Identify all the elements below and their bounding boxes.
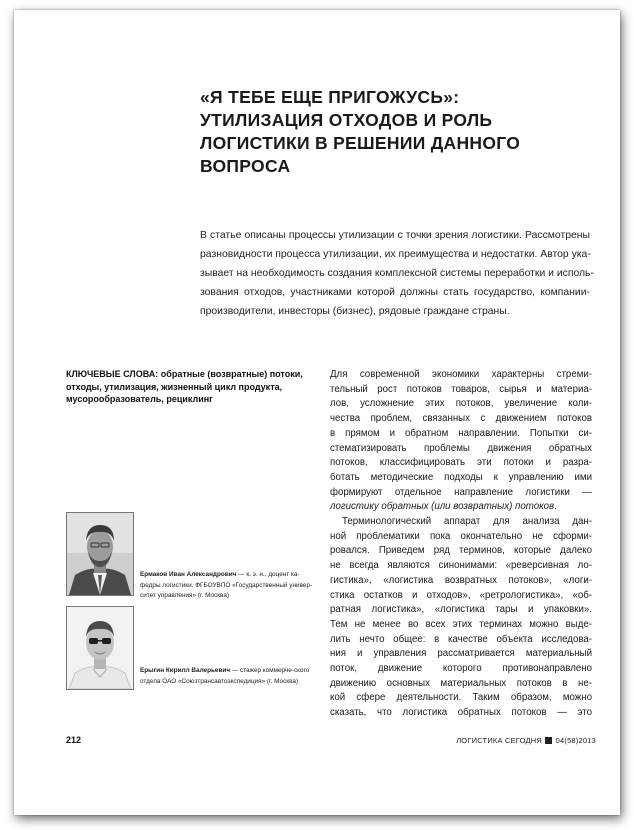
square-separator-icon bbox=[545, 737, 552, 744]
journal-footer bbox=[456, 736, 596, 745]
body-line: не всегда являются синонимами: «реверсивная ло- bbox=[330, 560, 592, 572]
body-line: ботать методические подходы к управлению ими bbox=[330, 471, 592, 483]
body-line: сказать, что логистика обратных потоков — это bbox=[330, 707, 592, 719]
abstract-line: разновидности процесса утилизации, их преимущества и недостатки. Автор ука- bbox=[200, 249, 591, 260]
author-name: Ермаков Иван Александрович bbox=[140, 571, 237, 578]
body-line-italic bbox=[330, 500, 592, 515]
body-line: формируют отдельное направление логистики — bbox=[330, 486, 592, 498]
author-name: Ерыгин Кирилл Валерьевич bbox=[140, 667, 231, 674]
body-line: ной проблематики пока окончательно не сформи- bbox=[330, 530, 592, 542]
author-photo-ermakov bbox=[66, 512, 134, 596]
keywords-label: КЛЮЧЕВЫЕ СЛОВА: bbox=[66, 369, 159, 379]
body-line: Терминологический аппарат для анализа дан- bbox=[342, 516, 592, 528]
body-line: ния и управления рассматривается материальный bbox=[330, 648, 592, 660]
body-line: гистика», «логистика возвратных потоков», «логи- bbox=[330, 574, 592, 586]
keywords-block bbox=[66, 368, 316, 406]
body-line: ровался. Приведем ряд терминов, которые далеко bbox=[330, 545, 592, 557]
article-title: «Я ТЕБЕ ЕЩЕ ПРИГОЖУСЬ»: УТИЛИЗАЦИЯ ОТХОДОВ И РОЛЬ ЛОГИСТИКИ В РЕШЕНИИ ДАННОГО ВОПРОСА bbox=[200, 87, 521, 176]
body-line: в прямом и обратном направлении. Попытки си- bbox=[330, 427, 592, 439]
body-line: ратная логистика», «логистика тары и упаковки». bbox=[330, 604, 592, 616]
body-line: Для современной экономики характерны стреми- bbox=[330, 369, 592, 380]
author-info-ermakov bbox=[140, 570, 316, 602]
body-line: лить нечто общее: в качестве объекта исследова- bbox=[330, 633, 592, 645]
abstract-line: зования отходов, участниками которой должны стать государство, компании- bbox=[200, 287, 590, 298]
article-abstract bbox=[200, 226, 594, 321]
body-line: стика остатков и отходов», «ретрологистика», «об- bbox=[330, 589, 592, 601]
abstract-line: В статье описаны процессы утилизации с точки зрения логистики. Рассмотрены bbox=[200, 230, 590, 241]
body-line: тельный рост потоков товаров, сырья и материа- bbox=[330, 383, 592, 395]
body-line: Тем не менее во всех этих терминах можно выде- bbox=[330, 618, 592, 630]
abstract-line: зывает на необходимость создания комплексной системы переработки и исполь- bbox=[200, 268, 594, 279]
author-info-erygin bbox=[140, 666, 316, 687]
body-line: чества проблем, связанных с движением потоков bbox=[330, 413, 592, 425]
author-details: — стажер коммерче-ского отдела ОАО «Союзтрансавтоэкспедиция» (г. Москва) bbox=[140, 667, 310, 685]
body-line: движению основных материальных потоков в не- bbox=[330, 677, 592, 689]
body-italic-end: . bbox=[554, 501, 557, 513]
keywords-text: обратные (возвратные) потоки, отходы, утилизация, жизненный цикл продукта, мусорообразователь, рециклинг bbox=[66, 369, 303, 404]
article-body bbox=[330, 368, 592, 721]
body-line: поток, движение которого противонаправлено bbox=[330, 663, 592, 675]
body-italic-term: логистику обратных (или возвратных) потоков bbox=[330, 501, 555, 513]
body-line: лов, усложнение этих потоков, увеличение коли- bbox=[330, 398, 592, 410]
journal-name: ЛОГИСТИКА СЕГОДНЯ bbox=[456, 736, 543, 745]
author-portrait-man-sunglasses-icon bbox=[67, 607, 133, 689]
author-portrait-bearded-man-icon bbox=[67, 513, 133, 595]
journal-issue: 04(58)2013 bbox=[555, 736, 596, 745]
author-details: — к. э. н., доцент ка-федры логистики, ФГБОУВПО «Государственный универ-ситет управления» (г. Москва) bbox=[140, 571, 313, 599]
body-line: потоков, классифицировать эти потоки и разра- bbox=[330, 457, 592, 469]
page-number: 212 bbox=[66, 735, 82, 745]
abstract-line: производители, инвесторы (бизнес), рядовые граждане страны. bbox=[200, 306, 510, 317]
body-line: кой сфере деятельности. Таким образом, можно bbox=[330, 692, 592, 704]
author-photo-erygin bbox=[66, 606, 134, 690]
body-line: стематизировать проблемы движения обратных bbox=[330, 442, 592, 454]
